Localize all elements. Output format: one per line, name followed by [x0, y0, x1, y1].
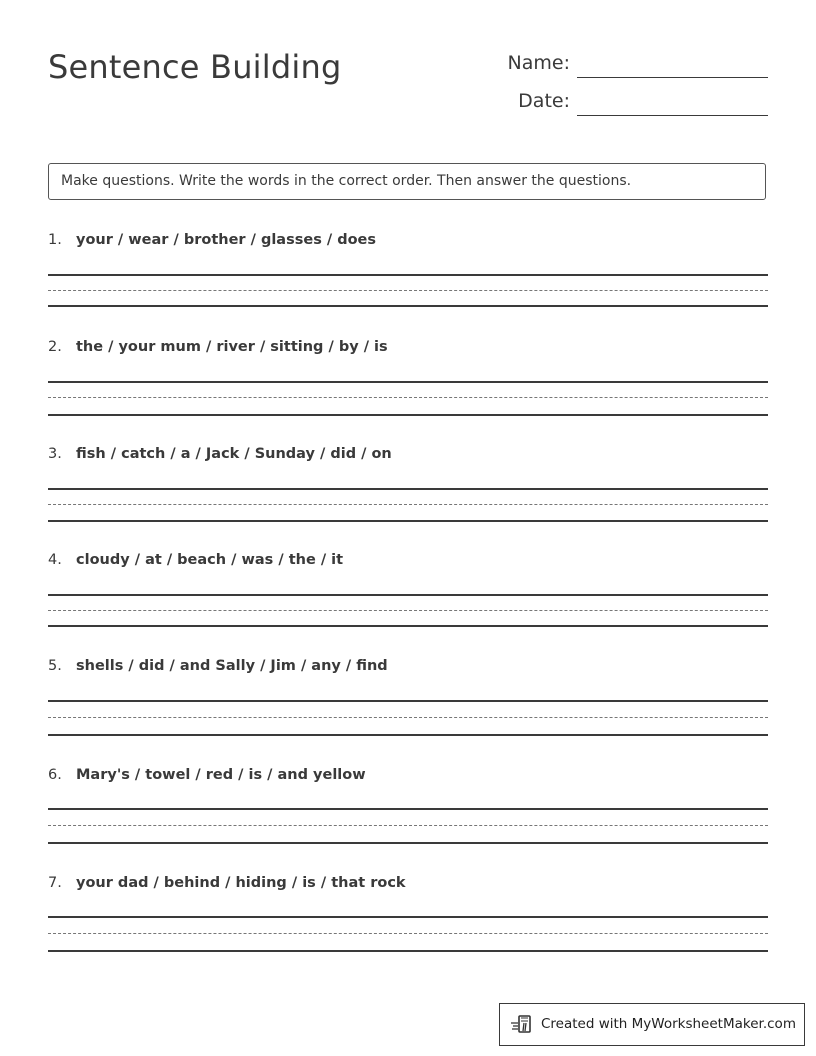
- question-7: [48, 875, 768, 955]
- answer-top-line[interactable]: [48, 916, 768, 918]
- answer-top-line[interactable]: [48, 700, 768, 702]
- question-prompt: your / wear / brother / glasses / does: [76, 232, 377, 248]
- answer-top-line[interactable]: [48, 274, 768, 276]
- answer-mid-line: [48, 504, 768, 505]
- question-2: [48, 339, 768, 419]
- answer-base-line[interactable]: [48, 414, 768, 416]
- question-1: [48, 232, 768, 312]
- question-number: 6.: [48, 767, 62, 783]
- answer-base-line[interactable]: [48, 734, 768, 736]
- instructions-box: Make questions. Write the words in the correct order. Then answer the questions.: [48, 163, 766, 200]
- question-prompt: the / your mum / river / sitting / by / is: [76, 339, 388, 355]
- answer-mid-line: [48, 397, 768, 398]
- answer-mid-line: [48, 825, 768, 826]
- name-field[interactable]: [0, 52, 816, 82]
- answer-base-line[interactable]: [48, 625, 768, 627]
- answer-base-line[interactable]: [48, 305, 768, 307]
- question-6: [48, 767, 768, 847]
- question-prompt: cloudy / at / beach / was / the / it: [76, 552, 344, 568]
- answer-top-line[interactable]: [48, 381, 768, 383]
- answer-top-line[interactable]: [48, 488, 768, 490]
- worksheet-maker-logo-icon: [510, 1013, 534, 1037]
- question-5: [48, 658, 768, 738]
- name-line[interactable]: [577, 77, 768, 78]
- question-3: [48, 446, 768, 526]
- answer-top-line[interactable]: [48, 808, 768, 810]
- question-prompt: your dad / behind / hiding / is / that rock: [76, 875, 406, 891]
- worksheet-title: Sentence Building: [48, 48, 342, 86]
- question-number: 2.: [48, 339, 62, 355]
- question-prompt: shells / did / and Sally / Jim / any / find: [76, 658, 388, 674]
- answer-mid-line: [48, 717, 768, 718]
- question-prompt: Mary's / towel / red / is / and yellow: [76, 767, 366, 783]
- question-prompt: fish / catch / a / Jack / Sunday / did / on: [76, 446, 392, 462]
- footer-credit: Created with MyWorksheetMaker.com: [541, 1016, 796, 1032]
- date-label: Date:: [518, 90, 570, 112]
- question-number: 3.: [48, 446, 62, 462]
- answer-base-line[interactable]: [48, 520, 768, 522]
- date-field[interactable]: [0, 90, 816, 120]
- answer-base-line[interactable]: [48, 950, 768, 952]
- answer-top-line[interactable]: [48, 594, 768, 596]
- question-number: 7.: [48, 875, 62, 891]
- question-number: 1.: [48, 232, 62, 248]
- question-number: 4.: [48, 552, 62, 568]
- answer-base-line[interactable]: [48, 842, 768, 844]
- answer-mid-line: [48, 610, 768, 611]
- name-label: Name:: [507, 52, 570, 74]
- footer-badge[interactable]: [499, 1003, 805, 1046]
- question-number: 5.: [48, 658, 62, 674]
- question-4: [48, 552, 768, 632]
- answer-mid-line: [48, 290, 768, 291]
- answer-mid-line: [48, 933, 768, 934]
- date-line[interactable]: [577, 115, 768, 116]
